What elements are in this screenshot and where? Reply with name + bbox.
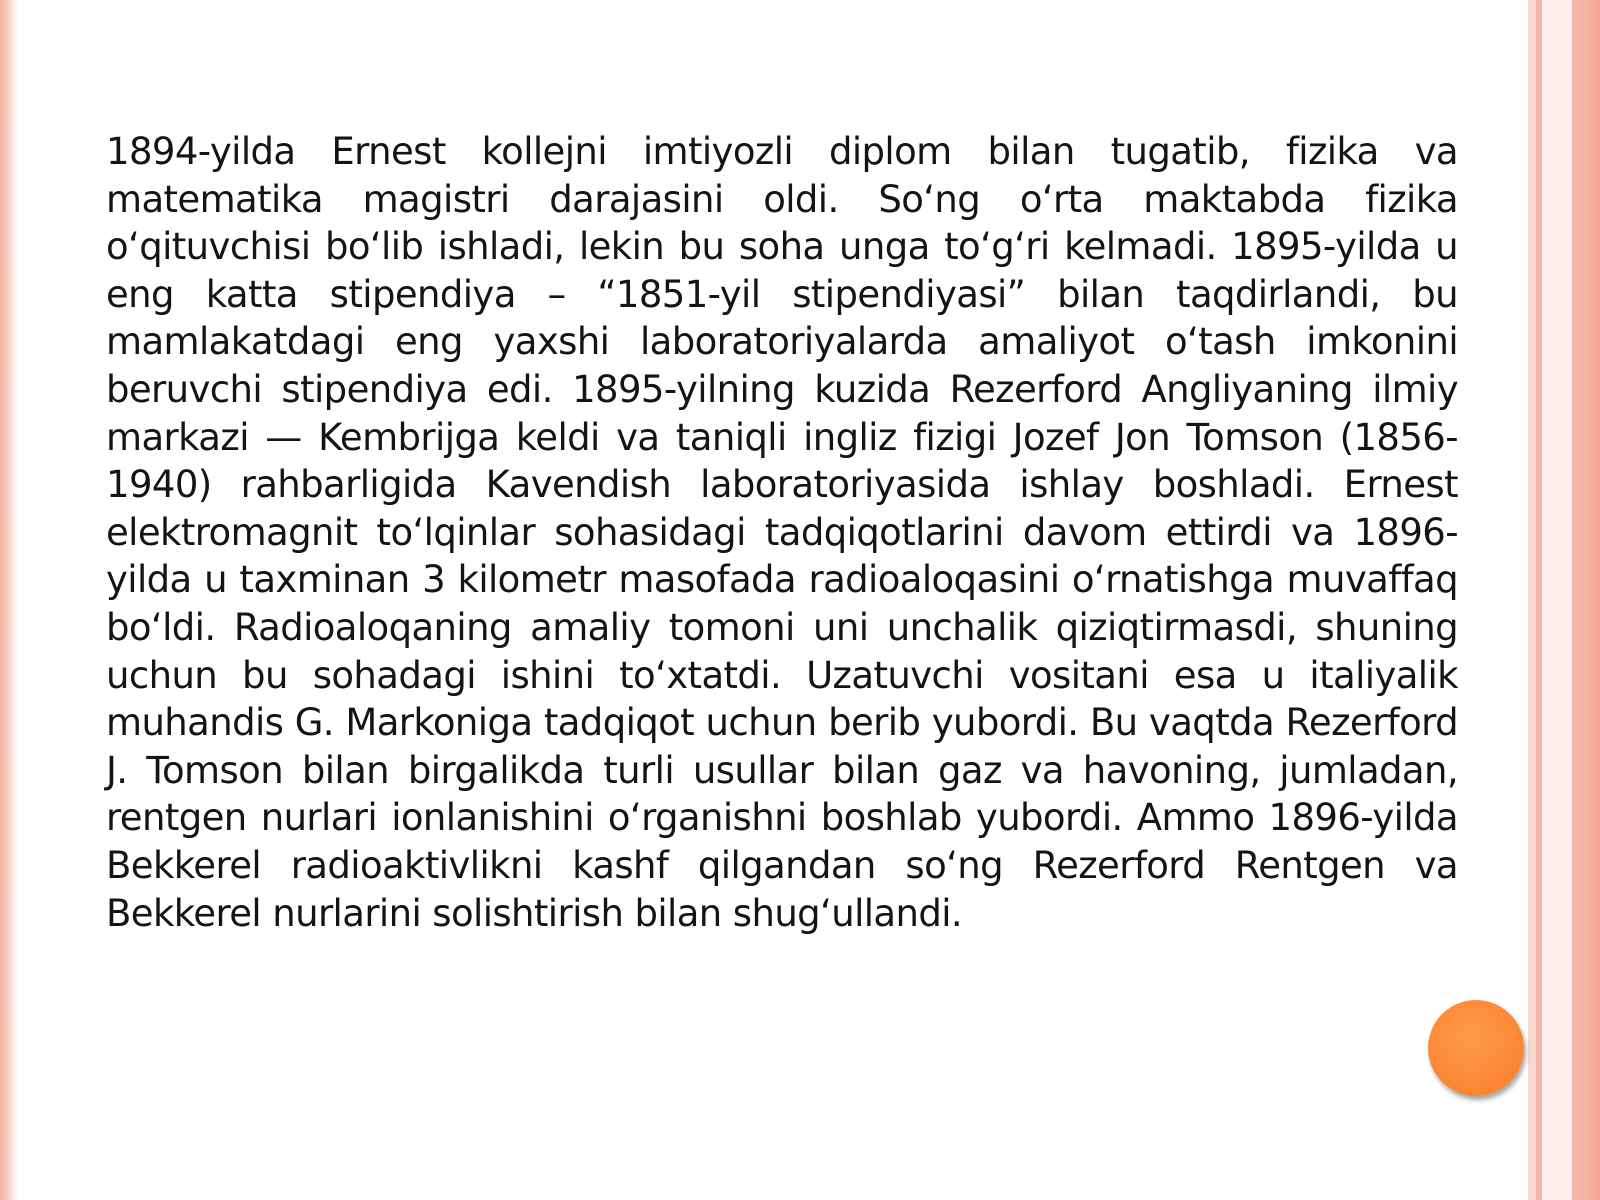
right-border-stripe (1578, 0, 1600, 1200)
right-decorative-border (1528, 0, 1600, 1200)
left-decorative-border (0, 0, 18, 1200)
slide-body-text: 1894-yilda Ernest kollejni imtiyozli diplom bilan tugatib, fizika va matematika magistri darajasini oldi. So‘ng o‘rta maktabda fizika o‘qituvchisi bo‘lib ishladi, lekin bu soha unga to‘g‘ri kelmadi. 1895-yilda u eng katta stipendiya – “1851-yil stipendiyasi” bilan taqdirlandi, bu mamlakatdagi eng yaxshi laboratoriyalarda amaliyot o‘tash imkonini beruvchi stipendiya edi. 1895-yilning kuzida Rezerford Angliyaning ilmiy markazi — Kembrijga keldi va taniqli ingliz fizigi Jozef Jon Tomson (1856-1940) rahbarligida Kavendish laboratoriyasida ishlay boshladi. Ernest elektromagnit to‘lqinlar sohasidagi tadqiqotlarini davom ettirdi va 1896-yilda u taxminan 3 kilometr masofada radioaloqasini o‘rnatishga muvaffaq bo‘ldi. Radioaloqaning amaliy tomoni uni unchalik qiziqtirmasdi, shuning uchun bu sohadagi ishini to‘xtatdi. Uzatuvchi vositani esa u italiyalik muhandis G. Markoniga tadqiqot uchun berib yubordi. Bu vaqtda Rezerford J. Tomson bilan birgalikda turli usullar bilan gaz va havoning, jumladan, rentgen nurlari ionlanishini o‘rganishni boshlab yubordi. Ammo 1896-yilda Bekkerel radioaktivlikni kashf qilgandan so‘ng Rezerford Rentgen va Bekkerel nurlarini solishtirish bilan shug‘ullandi. (106, 130, 1458, 935)
right-border-stripe (1528, 0, 1536, 1200)
right-border-stripe (1542, 0, 1572, 1200)
orange-circle-icon (1428, 1000, 1524, 1096)
